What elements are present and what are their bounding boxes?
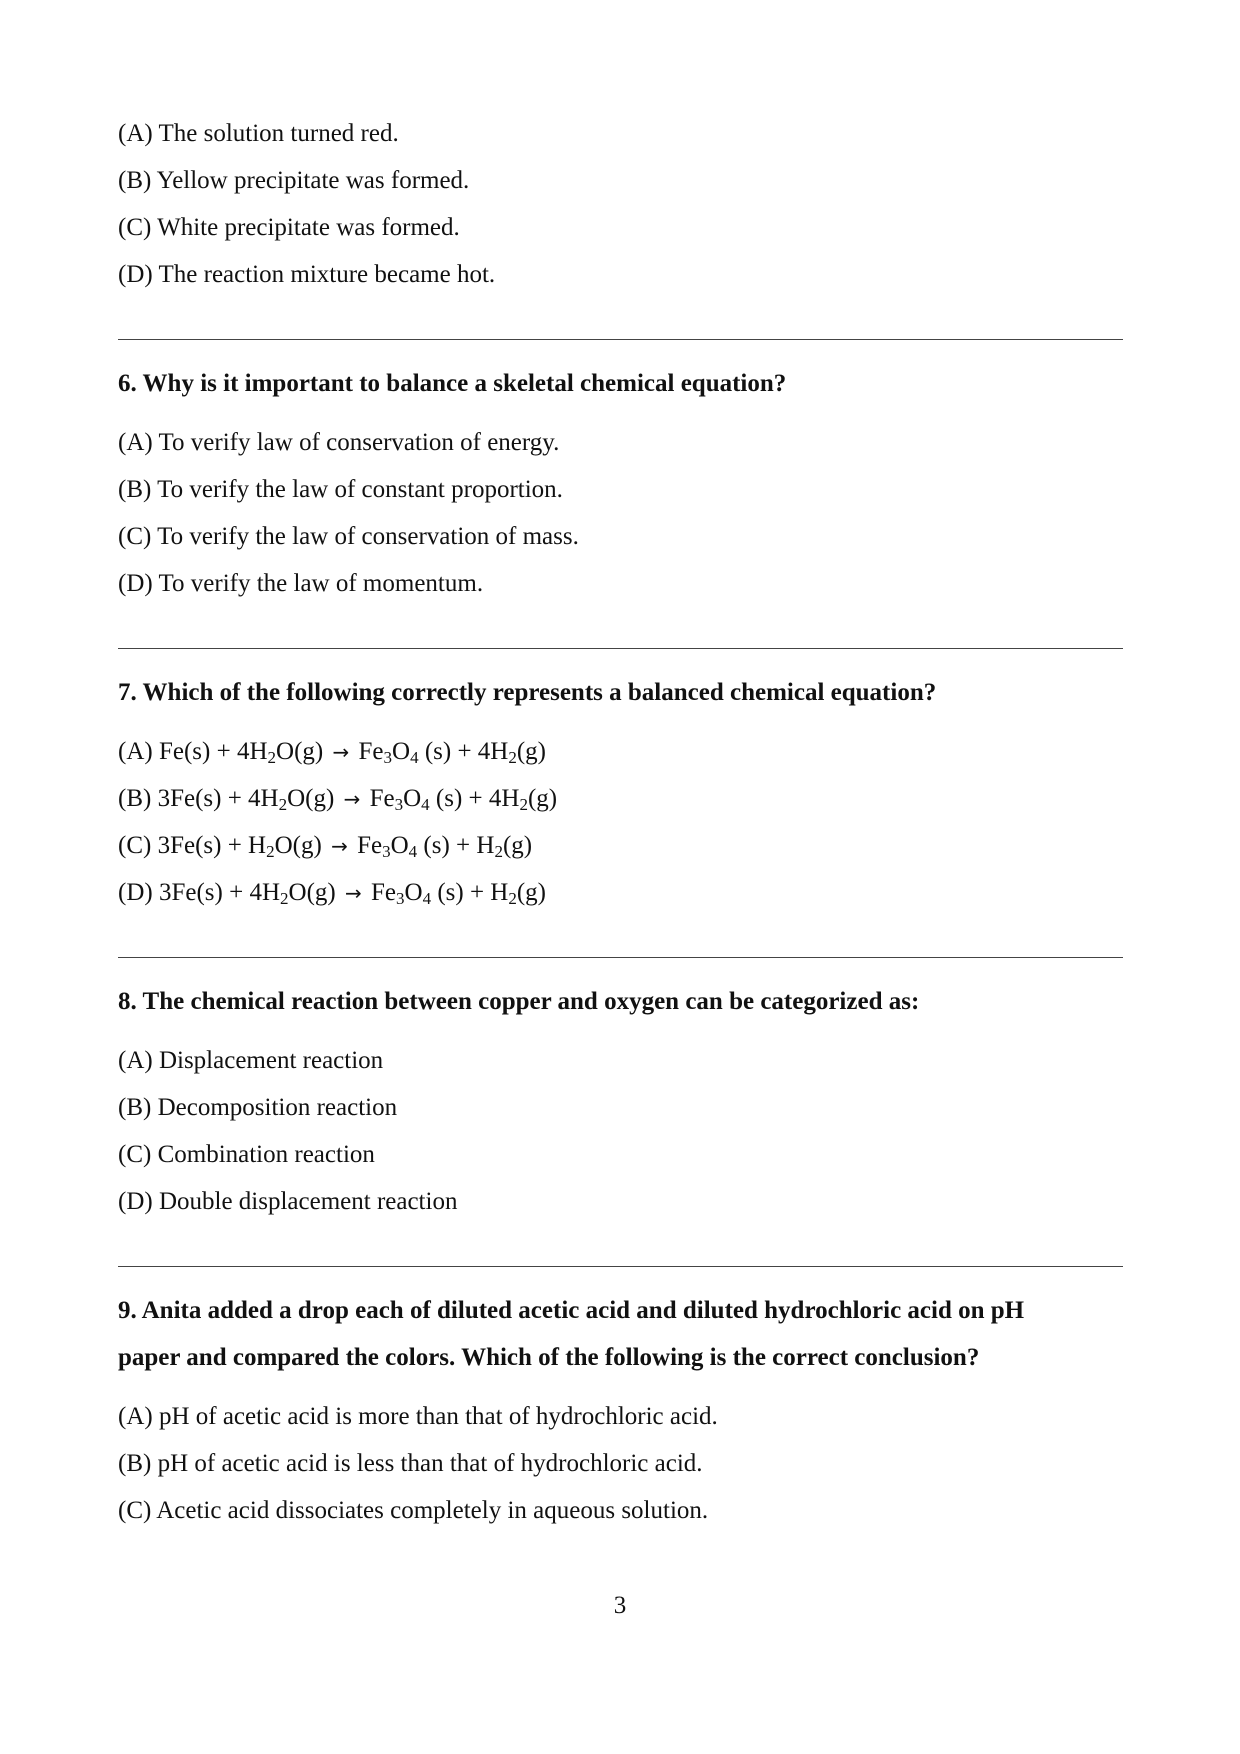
reaction-arrow-icon: → — [343, 787, 361, 811]
option-c: (C) Combination reaction — [118, 1141, 375, 1168]
equation-text: 3Fe(s) + 4H — [157, 785, 279, 812]
option-d: (D) To verify the law of momentum. — [118, 570, 484, 597]
equation-option-b — [118, 775, 1123, 822]
equation-text: 3Fe(s) + 4H — [158, 879, 281, 906]
equation-text: Fe — [358, 738, 384, 765]
equation-text: Fe(s) + 4H — [158, 738, 268, 765]
question-9 — [118, 1287, 1123, 1534]
option-label: (D) — [118, 879, 153, 906]
reaction-arrow-icon: → — [331, 834, 348, 858]
equation-text: O — [404, 879, 423, 906]
equation-text: O(g) — [287, 785, 335, 812]
reaction-arrow-icon: → — [332, 740, 350, 764]
question-7 — [118, 669, 1123, 916]
equation-text: O(g) — [274, 832, 322, 859]
subscript: 3 — [383, 748, 392, 767]
subscript: 4 — [421, 795, 430, 814]
subscript: 2 — [494, 842, 503, 861]
equation-text: (g) — [516, 879, 547, 906]
equation-option-d — [118, 869, 1123, 916]
option-b: (B) Yellow precipitate was formed. — [118, 167, 470, 194]
option-d: (D) The reaction mixture became hot. — [118, 261, 496, 288]
subscript: 3 — [382, 842, 391, 861]
equation-text: O — [403, 785, 422, 812]
equation-text: 3Fe(s) + H — [157, 832, 267, 859]
question-text: 8. The chemical reaction between copper and oxygen can be categorized as: — [118, 988, 920, 1015]
equation-text: O — [392, 738, 411, 765]
option-c: (C) To verify the law of conservation of mass. — [118, 523, 579, 550]
subscript: 4 — [408, 842, 418, 861]
equation-text: (g) — [527, 785, 558, 812]
subscript: 2 — [267, 748, 277, 767]
equation-option-c — [118, 822, 1123, 869]
question-6 — [118, 360, 1123, 607]
equation-text: O(g) — [288, 879, 336, 906]
option-d: (D) Double displacement reaction — [118, 1188, 458, 1215]
subscript: 4 — [422, 889, 432, 908]
option-a: (A) pH of acetic acid is more than that of hydrochloric acid. — [118, 1403, 718, 1430]
option-b: (B) To verify the law of constant proportion. — [118, 476, 563, 503]
question-text-line-2: paper and compared the colors. Which of the following is the correct conclusion? — [118, 1344, 980, 1371]
equation-text: Fe — [371, 879, 396, 906]
question-8 — [118, 978, 1123, 1225]
subscript: 2 — [266, 842, 275, 861]
reaction-arrow-icon: → — [344, 881, 362, 905]
option-b: (B) pH of acetic acid is less than that of hydrochloric acid. — [118, 1450, 703, 1477]
equation-text: (s) + 4H — [429, 785, 520, 812]
equation-text: Fe — [357, 832, 383, 859]
option-label: (B) — [118, 785, 152, 812]
question-text: 7. Which of the following correctly represents a balanced chemical equation? — [118, 679, 937, 706]
question-text: 6. Why is it important to balance a skeletal chemical equation? — [118, 370, 787, 397]
equation-text: (g) — [502, 832, 533, 859]
option-label: (A) — [118, 738, 153, 765]
equation-option-a — [118, 728, 1123, 775]
option-label: (C) — [118, 832, 152, 859]
option-b: (B) Decomposition reaction — [118, 1094, 398, 1121]
option-c: (C) White precipitate was formed. — [118, 214, 460, 241]
subscript: 2 — [508, 748, 517, 767]
subscript: 2 — [508, 889, 517, 908]
question-page — [118, 110, 1123, 1534]
subscript: 3 — [394, 795, 404, 814]
page-number: 3 — [613, 1592, 627, 1619]
equation-text: O(g) — [276, 738, 324, 765]
option-a: (A) The solution turned red. — [118, 120, 399, 147]
equation-text: O — [390, 832, 409, 859]
subscript: 2 — [278, 795, 288, 814]
option-a: (A) To verify law of conservation of energy. — [118, 429, 560, 456]
subscript: 3 — [396, 889, 405, 908]
option-a: (A) Displacement reaction — [118, 1047, 384, 1074]
equation-text: (s) + H — [417, 832, 495, 859]
equation-text: (s) + 4H — [418, 738, 509, 765]
subscript: 2 — [280, 889, 289, 908]
equation-text: (g) — [516, 738, 547, 765]
equation-text: (s) + H — [431, 879, 509, 906]
prev-question-options — [118, 110, 1123, 298]
question-text-line-1: 9. Anita added a drop each of diluted acetic acid and diluted hydrochloric acid on pH — [118, 1297, 1025, 1324]
subscript: 2 — [519, 795, 528, 814]
equation-text: Fe — [369, 785, 395, 812]
option-c: (C) Acetic acid dissociates completely in aqueous solution. — [118, 1497, 709, 1524]
question-text — [118, 1287, 1123, 1381]
subscript: 4 — [410, 748, 419, 767]
